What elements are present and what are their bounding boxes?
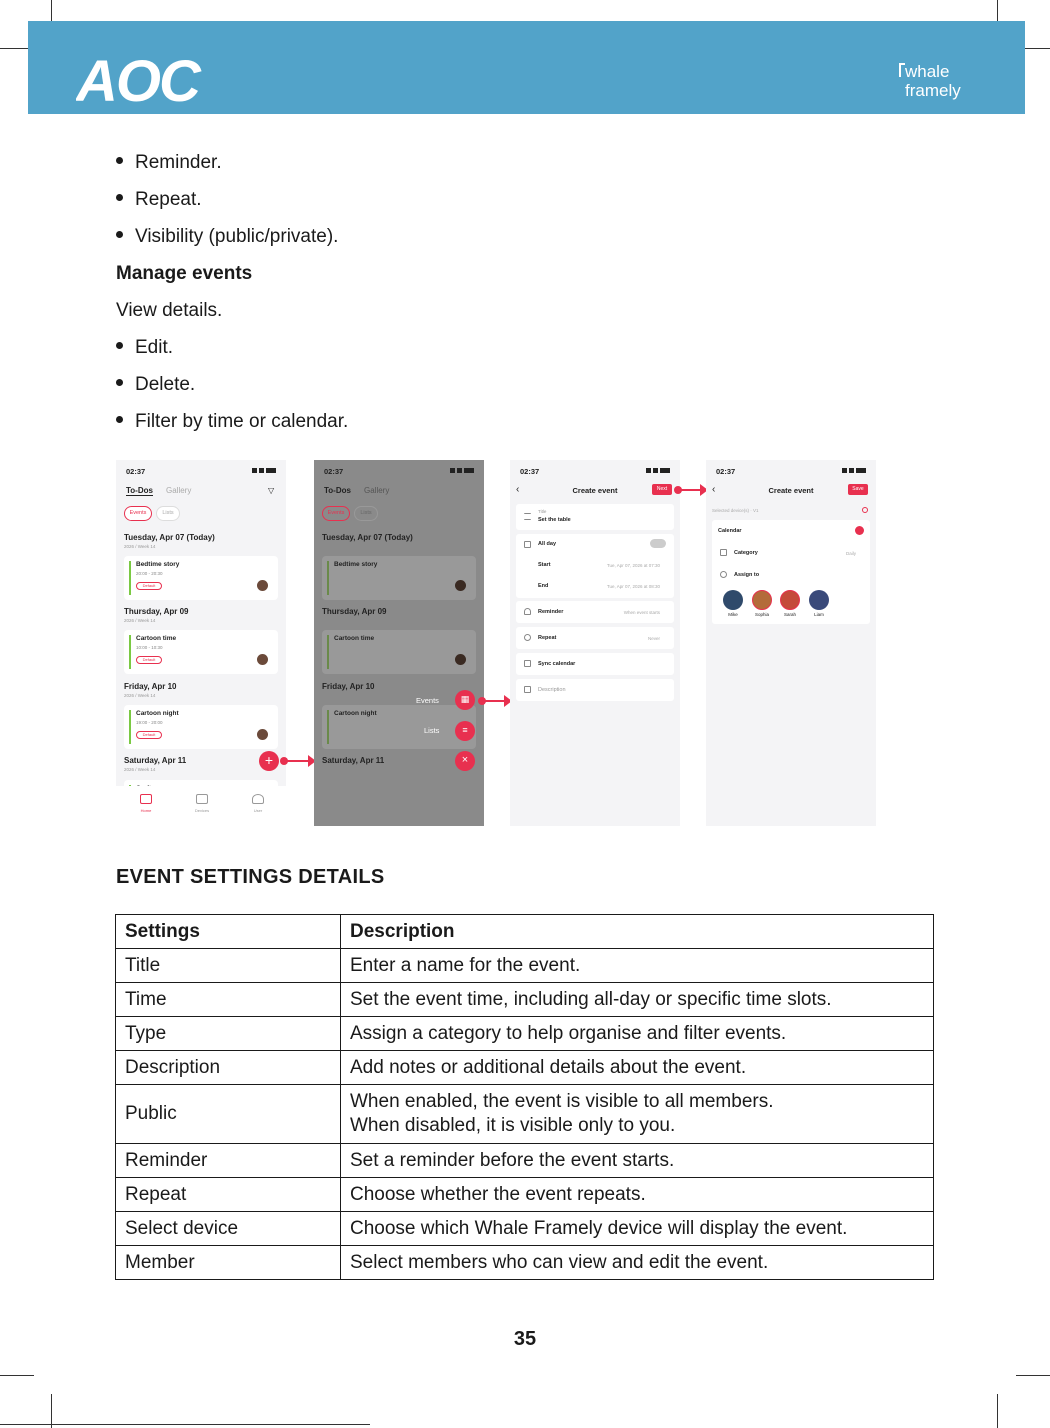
- end-value[interactable]: Tue, Apr 07, 2026 at 08:30: [606, 584, 660, 589]
- manage-events-heading: Manage events: [116, 263, 253, 284]
- member-name: Liam: [814, 612, 824, 617]
- devices-icon[interactable]: [196, 794, 208, 804]
- bell-icon: [524, 608, 531, 615]
- day-title: Tuesday, Apr 07 (Today): [124, 533, 215, 542]
- nav-label: Devices: [194, 808, 210, 813]
- status-icons: [250, 468, 276, 474]
- setting-cell: Title: [116, 949, 341, 983]
- nav-label: User: [253, 808, 263, 813]
- arrow-dot: [674, 486, 682, 494]
- category-value[interactable]: Daily: [845, 551, 856, 556]
- member-name: Sophia: [754, 612, 769, 617]
- status-time: 02:37: [716, 467, 736, 476]
- tab-gallery[interactable]: Gallery: [364, 486, 390, 495]
- tab-gallery[interactable]: Gallery: [166, 486, 192, 495]
- logo-line-2: framely: [905, 81, 961, 100]
- fab-lists-label: Lists: [424, 726, 440, 735]
- day-title: Thursday, Apr 09: [124, 607, 189, 616]
- day-sub: 2026 / Week 14: [124, 544, 156, 549]
- status-time: 02:37: [520, 467, 540, 476]
- title-row[interactable]: [516, 504, 674, 530]
- time-group: [516, 534, 674, 598]
- setting-cell: Public: [116, 1085, 341, 1144]
- card-title: Bedtime story: [334, 561, 378, 568]
- card-accent: [129, 710, 131, 744]
- repeat-value: Never: [647, 636, 660, 641]
- table-row: [116, 1085, 934, 1144]
- crop-mark: [0, 1424, 370, 1425]
- pill-events[interactable]: Events: [124, 506, 152, 521]
- description-line-1: When enabled, the event is visible to all members.: [350, 1091, 774, 1112]
- card-title: Cartoon night: [334, 710, 377, 717]
- tab-todos[interactable]: To-Dos: [126, 486, 153, 495]
- status-icons: [448, 468, 474, 474]
- reminder-value: When event starts: [623, 610, 660, 615]
- description-icon: [524, 686, 531, 693]
- crop-mark: [997, 1394, 998, 1428]
- end-label: End: [538, 583, 549, 589]
- screen-create-event: [510, 460, 680, 826]
- day-sub: 2026 / Week 14: [124, 693, 156, 698]
- status-time: 02:37: [324, 467, 344, 476]
- crop-mark: [1016, 1375, 1050, 1376]
- member-avatar[interactable]: [752, 590, 772, 610]
- events-fab-button[interactable]: ▦: [455, 690, 475, 710]
- setting-cell: Select device: [116, 1212, 341, 1246]
- description-line-2: When disabled, it is visible only to you.: [350, 1115, 676, 1136]
- description-cell: Add notes or additional details about the event.: [341, 1051, 934, 1085]
- home-icon[interactable]: [140, 794, 152, 804]
- card-title: Bedtime story: [136, 561, 180, 568]
- card-accent: [129, 635, 131, 669]
- day-sub: 2026 / Week 14: [124, 767, 156, 772]
- description-cell: Enter a name for the event.: [341, 949, 934, 983]
- description-cell: Choose whether the event repeats.: [341, 1178, 934, 1212]
- day-sub: 2026 / Week 14: [124, 618, 156, 623]
- table-header: Description: [341, 915, 934, 949]
- flow-arrow: [284, 760, 314, 762]
- bullet-icon: [116, 342, 123, 349]
- setting-cell: Type: [116, 1017, 341, 1051]
- setting-cell: Member: [116, 1246, 341, 1280]
- crop-mark: [0, 1375, 34, 1376]
- arrow-dot: [478, 697, 486, 705]
- day-title: Tuesday, Apr 07 (Today): [322, 533, 413, 542]
- card-title: Cartoon time: [136, 635, 177, 642]
- screen-todos: [116, 460, 286, 826]
- description-row[interactable]: [516, 679, 674, 701]
- member-avatar[interactable]: [780, 590, 800, 610]
- flow-arrow: [482, 700, 510, 702]
- member-name: Mike: [728, 612, 738, 617]
- setting-cell: Description: [116, 1051, 341, 1085]
- back-icon[interactable]: ‹: [712, 484, 716, 495]
- description-label: Description: [538, 687, 566, 693]
- pill-lists[interactable]: Lists: [354, 506, 378, 521]
- device-icon[interactable]: [862, 507, 868, 513]
- calendar-check-icon[interactable]: [855, 526, 864, 535]
- next-button[interactable]: Next: [652, 484, 672, 495]
- setting-cell: Repeat: [116, 1178, 341, 1212]
- avatar: [257, 580, 268, 591]
- card-time: 19:00 - 20:00: [136, 720, 163, 725]
- table-row: [116, 1246, 934, 1280]
- bullet-icon: [116, 379, 123, 386]
- event-card[interactable]: [124, 705, 278, 749]
- pill-lists[interactable]: Lists: [156, 506, 180, 521]
- add-event-button[interactable]: +: [259, 751, 279, 771]
- bullet-icon: [116, 416, 123, 423]
- card-tag: Default: [136, 656, 162, 664]
- start-label: Start: [538, 562, 551, 568]
- table-row: [116, 949, 934, 983]
- aoc-logo: [76, 57, 216, 105]
- description-cell: Choose which Whale Framely device will display the event.: [341, 1212, 934, 1246]
- member-avatar[interactable]: [809, 590, 829, 610]
- calendar-icon: [524, 541, 531, 548]
- app-screenshots: [116, 460, 876, 826]
- bottom-nav: [116, 786, 286, 826]
- selected-device: Selected device(s) · V1: [712, 508, 759, 513]
- reminder-row[interactable]: [516, 601, 674, 623]
- title-label: Title: [538, 509, 547, 514]
- description-cell: Select members who can view and edit the event.: [341, 1246, 934, 1280]
- title-value: Set the table: [538, 517, 571, 523]
- manage-intro: View details.: [116, 300, 223, 321]
- setting-cell: Time: [116, 983, 341, 1017]
- calendar-label: Calendar: [718, 528, 742, 534]
- nav-label: Home: [140, 808, 152, 813]
- screen-create-event-members: [706, 460, 876, 826]
- sync-icon: [524, 660, 531, 667]
- body-content: [116, 144, 936, 440]
- table-header: Settings: [116, 915, 341, 949]
- filter-icon[interactable]: ▽: [268, 486, 275, 495]
- logo-line-1: whale: [905, 62, 950, 81]
- list-item: Edit.: [116, 329, 936, 366]
- list-item: Delete.: [116, 366, 936, 403]
- svg-text:AOC: AOC: [76, 57, 199, 105]
- card-accent: [129, 561, 131, 595]
- card-title: Cartoon night: [136, 710, 179, 717]
- whale-framely-logo: [899, 60, 979, 104]
- create-event-title: Create event: [572, 486, 618, 495]
- table-header-row: [116, 915, 934, 949]
- list-item: Visibility (public/private).: [116, 218, 936, 255]
- repeat-row[interactable]: [516, 627, 674, 649]
- event-card[interactable]: [124, 556, 278, 600]
- card-accent: [327, 561, 329, 595]
- avatar: [455, 580, 466, 591]
- card-tag: Default: [136, 582, 162, 590]
- day-title: Saturday, Apr 11: [322, 756, 385, 765]
- user-icon[interactable]: [252, 794, 264, 804]
- reminder-label: Reminder: [538, 609, 564, 615]
- settings-table: [115, 914, 934, 1280]
- bullet-icon: [116, 194, 123, 201]
- bullet-icon: [116, 157, 123, 164]
- avatar: [455, 654, 466, 665]
- event-card[interactable]: [124, 630, 278, 674]
- card-time: 10:00 - 10:30: [136, 645, 163, 650]
- repeat-label: Repeat: [538, 635, 557, 641]
- table-row: [116, 1212, 934, 1246]
- table-row: [116, 1178, 934, 1212]
- table-row: [116, 1051, 934, 1085]
- day-title: Friday, Apr 10: [322, 682, 375, 691]
- table-row: [116, 1017, 934, 1051]
- allday-label: All day: [538, 541, 557, 547]
- description-cell: [341, 1085, 934, 1144]
- screen-todos-menu: [314, 460, 484, 826]
- repeat-icon: [524, 634, 531, 641]
- list-item: Repeat.: [116, 181, 936, 218]
- day-title: Friday, Apr 10: [124, 682, 177, 691]
- description-cell: Assign a category to help organise and filter events.: [341, 1017, 934, 1051]
- member-name: Sarah: [783, 612, 796, 617]
- status-icons: [840, 468, 866, 474]
- event-card: [322, 705, 476, 749]
- arrow-dot: [280, 757, 288, 765]
- member-avatar[interactable]: [723, 590, 743, 610]
- card-accent: [327, 635, 329, 669]
- page-number: 35: [513, 1328, 537, 1350]
- lists-fab-button[interactable]: ≡: [455, 721, 475, 741]
- day-title: Thursday, Apr 09: [322, 607, 387, 616]
- fab-events-label: Events: [416, 696, 439, 705]
- crop-mark: [51, 1394, 52, 1428]
- save-button[interactable]: Save: [848, 484, 868, 495]
- event-card: [322, 556, 476, 600]
- header-band: [28, 21, 1025, 114]
- title-icon: [524, 513, 531, 520]
- create-event-title: Create event: [768, 486, 814, 495]
- event-card: [322, 630, 476, 674]
- description-cell: Set the event time, including all-day or specific time slots.: [341, 983, 934, 1017]
- flow-arrow: [678, 489, 706, 491]
- card-time: 20:00 - 20:30: [136, 571, 163, 576]
- card-accent: [327, 710, 329, 744]
- start-value[interactable]: Tue, Apr 07, 2026 at 07:30: [606, 563, 660, 568]
- close-fab-button[interactable]: ×: [455, 751, 475, 771]
- setting-cell: Reminder: [116, 1144, 341, 1178]
- list-item: Filter by time or calendar.: [116, 403, 936, 440]
- category-icon: [720, 549, 727, 556]
- status-icons: [644, 468, 670, 474]
- back-icon[interactable]: ‹: [516, 484, 520, 495]
- card-title: Cartoon time: [334, 635, 375, 642]
- category-label: Category: [734, 550, 758, 556]
- pill-events[interactable]: Events: [322, 506, 350, 521]
- bullet-icon: [116, 231, 123, 238]
- table-row: [116, 983, 934, 1017]
- day-title: Saturday, Apr 11: [124, 756, 187, 765]
- assign-label: Assign to: [734, 572, 760, 578]
- card-tag: Default: [136, 731, 162, 739]
- tab-todos[interactable]: To-Dos: [324, 486, 351, 495]
- sync-row[interactable]: [516, 653, 674, 675]
- table-row: [116, 1144, 934, 1178]
- list-item: Reminder.: [116, 144, 936, 181]
- sync-label: Sync calendar: [538, 661, 576, 667]
- assign-icon: [720, 571, 727, 578]
- status-time: 02:37: [126, 467, 146, 476]
- section-title: EVENT SETTINGS DETAILS: [116, 866, 385, 888]
- avatar: [257, 729, 268, 740]
- avatar: [257, 654, 268, 665]
- description-cell: Set a reminder before the event starts.: [341, 1144, 934, 1178]
- allday-toggle[interactable]: [650, 539, 666, 548]
